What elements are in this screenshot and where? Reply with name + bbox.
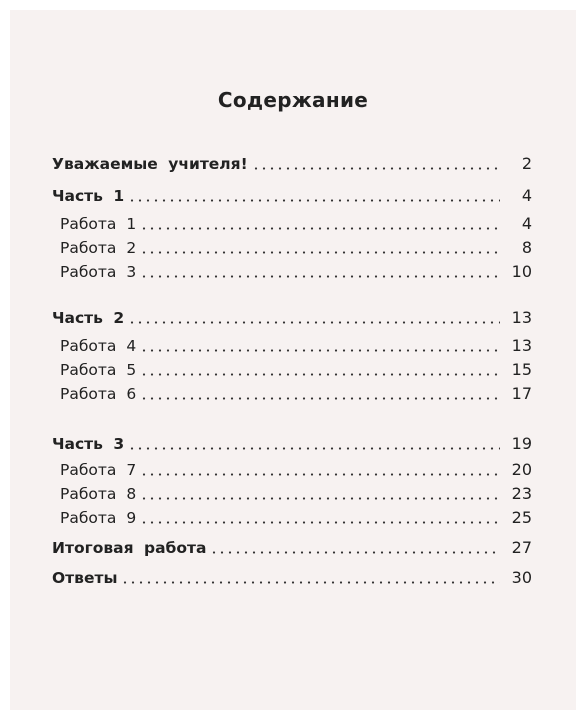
toc-page-number: 15 <box>511 360 532 379</box>
toc-entry-final-work <box>52 538 532 557</box>
toc-page-number: 27 <box>511 538 532 557</box>
dot-leader <box>140 521 500 524</box>
toc-label: Часть 3 <box>52 435 125 453</box>
toc-page-number: 4 <box>521 186 532 205</box>
toc-label: Работа 7 <box>60 461 137 479</box>
toc-page-number: 23 <box>511 484 532 503</box>
toc-entry-part-1 <box>52 186 532 205</box>
toc-page-number: 13 <box>511 308 532 327</box>
toc-label: Работа 8 <box>60 485 137 503</box>
dot-leader <box>140 397 500 400</box>
page <box>10 10 576 710</box>
toc-page-number: 4 <box>521 214 532 233</box>
dot-leader <box>128 321 500 324</box>
toc-entry-part-3 <box>52 434 532 453</box>
toc-label: Часть 2 <box>52 309 125 327</box>
dot-leader <box>140 373 500 376</box>
toc-label: Ответы <box>52 569 118 587</box>
toc-entry-work-5 <box>60 360 532 379</box>
toc-label: Работа 2 <box>60 239 137 257</box>
dot-leader <box>128 447 500 450</box>
toc-page-number: 10 <box>511 262 532 281</box>
toc-entry-work-9 <box>60 508 532 527</box>
toc-entry-answers <box>52 568 532 587</box>
toc-label: Работа 6 <box>60 385 137 403</box>
dot-leader <box>140 497 500 500</box>
toc-page-number: 30 <box>511 568 532 587</box>
toc-label: Работа 9 <box>60 509 137 527</box>
toc-label: Работа 3 <box>60 263 137 281</box>
dot-leader <box>210 551 500 554</box>
toc-page-number: 13 <box>511 336 532 355</box>
toc-label: Работа 4 <box>60 337 137 355</box>
toc-label: Уважаемые учителя! <box>52 155 248 173</box>
toc-entry-work-4 <box>60 336 532 355</box>
toc-entry-work-1 <box>60 214 532 233</box>
toc-entry-work-2 <box>60 238 532 257</box>
toc-entry-teachers <box>52 154 532 173</box>
dot-leader <box>121 581 500 584</box>
toc-entry-work-7 <box>60 460 532 479</box>
dot-leader <box>140 251 500 254</box>
toc-page-number: 17 <box>511 384 532 403</box>
toc-entry-work-6 <box>60 384 532 403</box>
dot-leader <box>128 199 500 202</box>
dot-leader <box>140 349 500 352</box>
page-title: Содержание <box>217 88 369 112</box>
dot-leader <box>140 227 500 230</box>
toc-page-number: 20 <box>511 460 532 479</box>
toc-entry-work-8 <box>60 484 532 503</box>
toc-page-number: 8 <box>521 238 532 257</box>
dot-leader <box>252 167 500 170</box>
toc-label: Работа 5 <box>60 361 137 379</box>
dot-leader <box>140 275 500 278</box>
toc-label: Итоговая работа <box>52 539 207 557</box>
toc-entry-part-2 <box>52 308 532 327</box>
toc-label: Работа 1 <box>60 215 137 233</box>
toc-page-number: 25 <box>511 508 532 527</box>
toc-entry-work-3 <box>60 262 532 281</box>
toc-page-number: 19 <box>511 434 532 453</box>
toc-label: Часть 1 <box>52 187 125 205</box>
toc-page-number: 2 <box>521 154 532 173</box>
dot-leader <box>140 473 500 476</box>
